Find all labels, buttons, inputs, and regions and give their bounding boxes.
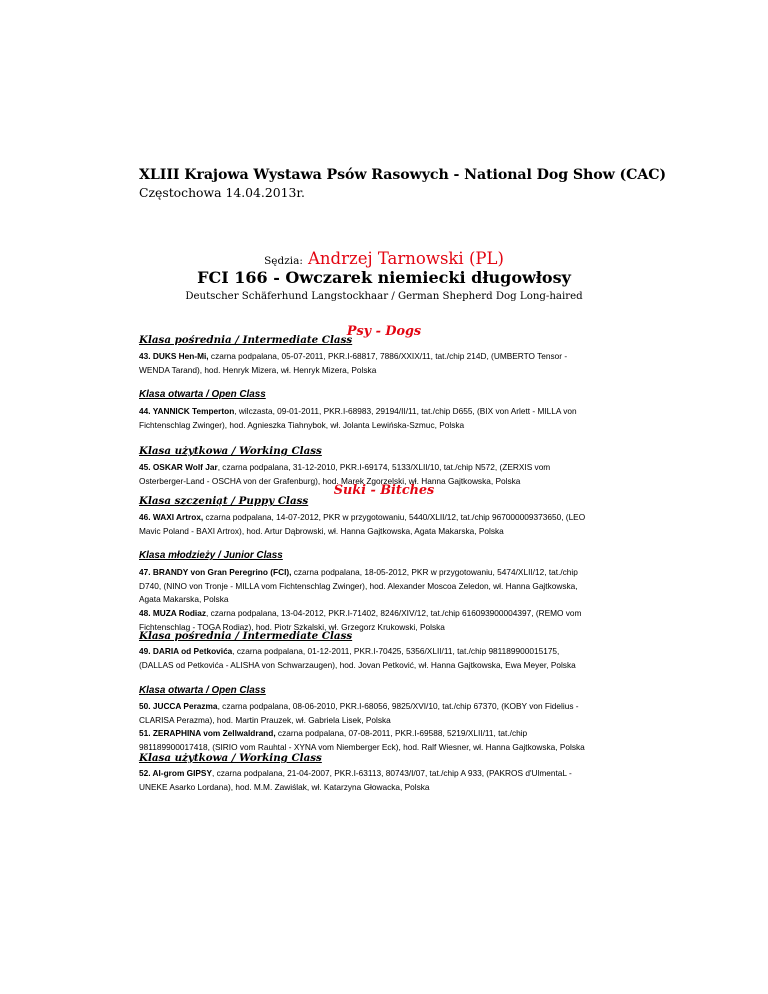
judge-name: Andrzej Tarnowski (PL) xyxy=(308,249,504,268)
entry-text: czarna podpalana, 18-05-2012, PKR w przygotowaniu, 5474/XLII/12, tat./chip xyxy=(291,567,578,577)
show-place-date: Częstochowa 14.04.2013r. xyxy=(139,185,305,200)
entry-text: Mavic Poland - BAXI Artrox), hod. Artur Dąbrowski, wł. Hanna Gajtkowska, Agata Makarska, Polska xyxy=(139,525,504,536)
entry-text: UNEKE Asarko Lordana), hod. M.M. Zawiślak, wł. Katarzyna Głowacka, Polska xyxy=(139,781,430,792)
entry-text: D740, (NINO von Tronje - MILLA vom Fichtenschlag Zwinger), hod. Alexander Moscoa Zeledon, wł. Hanna Gajtkowska, xyxy=(139,580,578,591)
entry-text: WENDA Tarand), hod. Henryk Mizera, wł. Henryk Mizera, Polska xyxy=(139,364,377,375)
section-bitches: Suki - Bitches xyxy=(333,483,435,498)
breed-subtitle: Deutscher Schäferhund Langstockhaar / German Shepherd Dog Long-haired xyxy=(185,291,583,302)
section-dogs: Psy - Dogs xyxy=(346,324,422,339)
entry-text: , czarna podpalana, 13-04-2012, PKR.I-71402, 8246/XIV/12, tat./chip 616093900004397, (REMO vom xyxy=(206,608,582,618)
entry-text: czarna podpalana, 07-08-2011, PKR.I-69588, 5219/XLII/11, tat./chip xyxy=(275,728,528,738)
entry-text: czarna podpalana, 14-07-2012, PKR w przygotowaniu, 5440/XLII/12, tat./chip 967000009373650, (LEO xyxy=(203,512,586,522)
entry-text: CLARISA Perazma), hod. Martin Prauzek, wł. Gabriela Lisek, Polska xyxy=(139,714,391,725)
class-heading: Klasa młodzieży / Junior Class xyxy=(139,550,283,561)
entry-44 xyxy=(139,405,639,432)
entry-head: 44. YANNICK Temperton xyxy=(139,406,235,416)
class-heading: Klasa szczeniąt / Puppy Class xyxy=(139,495,309,507)
entry-51 xyxy=(139,727,639,754)
class-heading: Klasa otwarta / Open Class xyxy=(139,389,266,400)
class-heading: Klasa pośrednia / Intermediate Class xyxy=(139,630,353,642)
entry-46 xyxy=(139,511,639,538)
entry-head: 48. MUZA Rodiaz xyxy=(139,608,206,618)
class-heading: Klasa pośrednia / Intermediate Class xyxy=(139,334,353,346)
show-title: XLIII Krajowa Wystawa Psów Rasowych - National Dog Show (CAC) xyxy=(139,167,667,183)
entry-43 xyxy=(139,350,639,377)
entry-text: Fichtenschlag - TOGA Rodiaz), hod. Piotr Szkalski, wł. Grzegorz Krukowski, Polska xyxy=(139,621,445,632)
entry-head: 49. DARIA od Petkovića xyxy=(139,646,233,656)
entry-text: Fichtenschlag Zwinger), hod. Agnieszka Tiahnybok, wł. Jolanta Lewińska-Szmuc, Polska xyxy=(139,419,465,430)
entry-text: czarna podpalana, 05-07-2011, PKR.I-68817, 7886/XXIX/11, tat./chip 214D, (UMBERTO Tensor - xyxy=(208,351,568,361)
entry-head: 45. OSKAR Wolf Jar xyxy=(139,462,218,472)
entry-head: 51. ZERAPHINA vom Zellwaldrand, xyxy=(139,728,276,738)
entry-text: , czarna podpalana, 21-04-2007, PKR.I-63113, 80743/I/07, tat./chip A 933, (PAKROS d'UlmentaL - xyxy=(212,768,572,778)
entry-text: (DALLAS od Petkovića - ALISHA von Schwarzaugen), hod. Jovan Petković, wł. Hanna Gajtkowska, Ewa Meyer, Polska xyxy=(139,659,576,670)
entry-text: Osterberger-Land - OSCHA von der Grafenburg), hod. Marek Zgorzelski, wł. Hanna Gajtkowska, Polska xyxy=(139,475,521,486)
class-heading: Klasa użytkowa / Working Class xyxy=(139,752,322,764)
entry-head: 43. DUKS Hen-Mi, xyxy=(139,351,209,361)
judge-line xyxy=(0,249,768,268)
entry-text: , wilczasta, 09-01-2011, PKR.I-68983, 29194/II/11, tat./chip D655, (BIX von Arlett - MILLA von xyxy=(234,406,577,416)
class-heading: Klasa użytkowa / Working Class xyxy=(139,445,322,457)
entry-49 xyxy=(139,645,639,672)
breed-title: FCI 166 - Owczarek niemiecki długowłosy xyxy=(197,268,571,287)
entry-text: Agata Makarska, Polska xyxy=(139,594,229,605)
entry-head: 52. Al-grom GIPSY xyxy=(139,768,212,778)
entry-text: 981189900017418, (SIRIO vom Rauhtal - XYNA vom Niemberger Eck), hod. Ralf Wiesner, wł. Hanna Gajtkowska, Polska xyxy=(139,741,585,752)
entry-text: , czarna podpalana, 31-12-2010, PKR.I-69174, 5133/XLII/10, tat./chip N572, (ZERXIS vom xyxy=(217,462,551,472)
class-heading: Klasa otwarta / Open Class xyxy=(139,685,266,696)
entry-head: 50. JUCCA Perazma xyxy=(139,701,218,711)
entry-47 xyxy=(139,566,639,607)
entry-head: 47. BRANDY von Gran Peregrino (FCI), xyxy=(139,567,292,577)
entry-text: , czarna podpalana, 01-12-2011, PKR.I-70425, 5356/XLII/11, tat./chip 981189900015175, xyxy=(232,646,560,656)
entry-50 xyxy=(139,700,639,727)
judge-label: Sędzia: xyxy=(264,255,303,267)
entry-52 xyxy=(139,767,639,794)
entry-text: , czarna podpalana, 08-06-2010, PKR.I-68056, 9825/XVI/10, tat./chip 67370, (KOBY von Fidelius - xyxy=(217,701,579,711)
entry-head: 46. WAXI Artrox, xyxy=(139,512,204,522)
